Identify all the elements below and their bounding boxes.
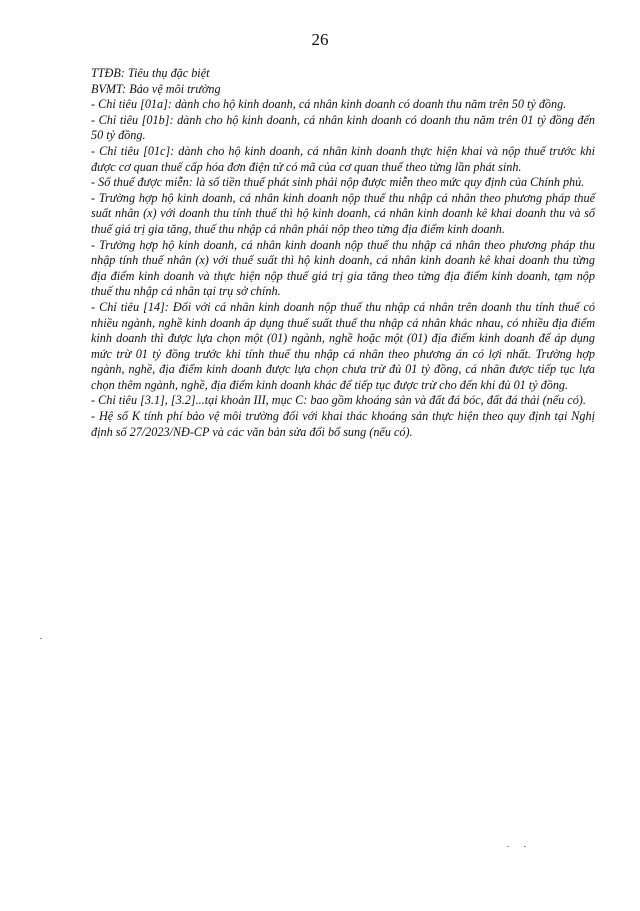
note-coefficient-k: - Hệ số K tính phí bảo vệ môi trường đối với khai thác khoáng sản thực hiện theo quy định tại Nghị định số 27/2023/NĐ-CP và các văn bản sửa đổi bổ sung (nếu có). — [91, 409, 595, 439]
scan-speck — [524, 846, 526, 847]
page-number: 26 — [311, 30, 329, 49]
note-indicator-01a: - Chỉ tiêu [01a]: dành cho hộ kinh doanh, cá nhân kinh doanh có doanh thu năm trên 50 tỷ đồng. — [91, 97, 567, 112]
note-abbreviation-ttdb: TTĐB: Tiêu thụ đặc biệt — [91, 66, 210, 80]
note-indicator-01b: - Chỉ tiêu [01b]: dành cho hộ kinh doanh, cá nhân kinh doanh có doanh thu năm trên 01 tỷ đồng đến 50 tỷ đồng. — [91, 112, 595, 143]
note-abbreviation-bvmt: BVMT: Bảo vệ môi trường — [91, 81, 221, 96]
note-indicator-01c: - Chỉ tiêu [01c]: dành cho hộ kinh doanh, cá nhân kinh doanh thực hiện khai và nộp thuế trước khi được cơ quan thuế cấp hóa đơn điện tử có mã của cơ quan thuế theo từng lần phát sinh. — [91, 143, 595, 174]
note-indicator-3-1-3-2: - Chỉ tiêu [3.1], [3.2]...tại khoản III, mục C: bao gồm khoáng sản và đất đá bóc, đất đá thải (nếu có). — [91, 393, 586, 408]
scan-speck — [40, 638, 42, 639]
note-taxable-income-method: - Trường hợp hộ kinh doanh, cá nhân kinh doanh nộp thuế thu nhập cá nhân theo phương pháp thu nhập tính thuế nhân (x) với thuế suất thì hộ kinh doanh, cá nhân kinh doanh kê khai doanh thu từng địa điểm kinh doanh và thực hiện nộp thuế giá trị gia tăng theo từng địa điểm kinh doanh, tạm nộp thuế thu nhập cá nhân tại trụ sở chính. — [91, 237, 595, 299]
note-exempted-tax: - Số thuế được miễn: là số tiền thuế phát sinh phải nộp được miễn theo mức quy định của Chính phủ. — [91, 175, 585, 190]
note-indicator-14: - Chỉ tiêu [14]: Đối với cá nhân kinh doanh nộp thuế thu nhập cá nhân trên doanh thu tính thuế có nhiều ngành, nghề kinh doanh áp dụng thuế suất thuế thu nhập cá nhân khác nhau, có nhiều địa điểm kinh doanh thì được lựa chọn một (01) ngành, nghề hoặc một (01) địa điểm kinh doanh để áp dụng mức trừ 01 tỷ đồng trước khi tính thuế thu nhập cá nhân theo phương án có lợi nhất. Trường hợp ngành, nghề, địa điểm kinh doanh được lựa chọn chưa trừ đủ 01 tỷ đồng, cá nhân được tiếp tục lựa chọn thêm ngành, nghề, địa điểm kinh doanh khác để tiếp tục được trừ cho đến khi đủ 01 tỷ đồng. — [91, 299, 595, 392]
scan-speck — [507, 846, 509, 847]
note-tax-rate-method: - Trường hợp hộ kinh doanh, cá nhân kinh doanh nộp thuế thu nhập cá nhân theo phương pháp thuế suất nhân (x) với doanh thu tính thuế thì hộ kinh doanh, cá nhân kinh doanh kê khai doanh thu và số thuế giá trị gia tăng, thuế thu nhập cá nhân phải nộp theo từng địa điểm kinh doanh. — [91, 190, 595, 236]
notes-section — [91, 66, 595, 440]
